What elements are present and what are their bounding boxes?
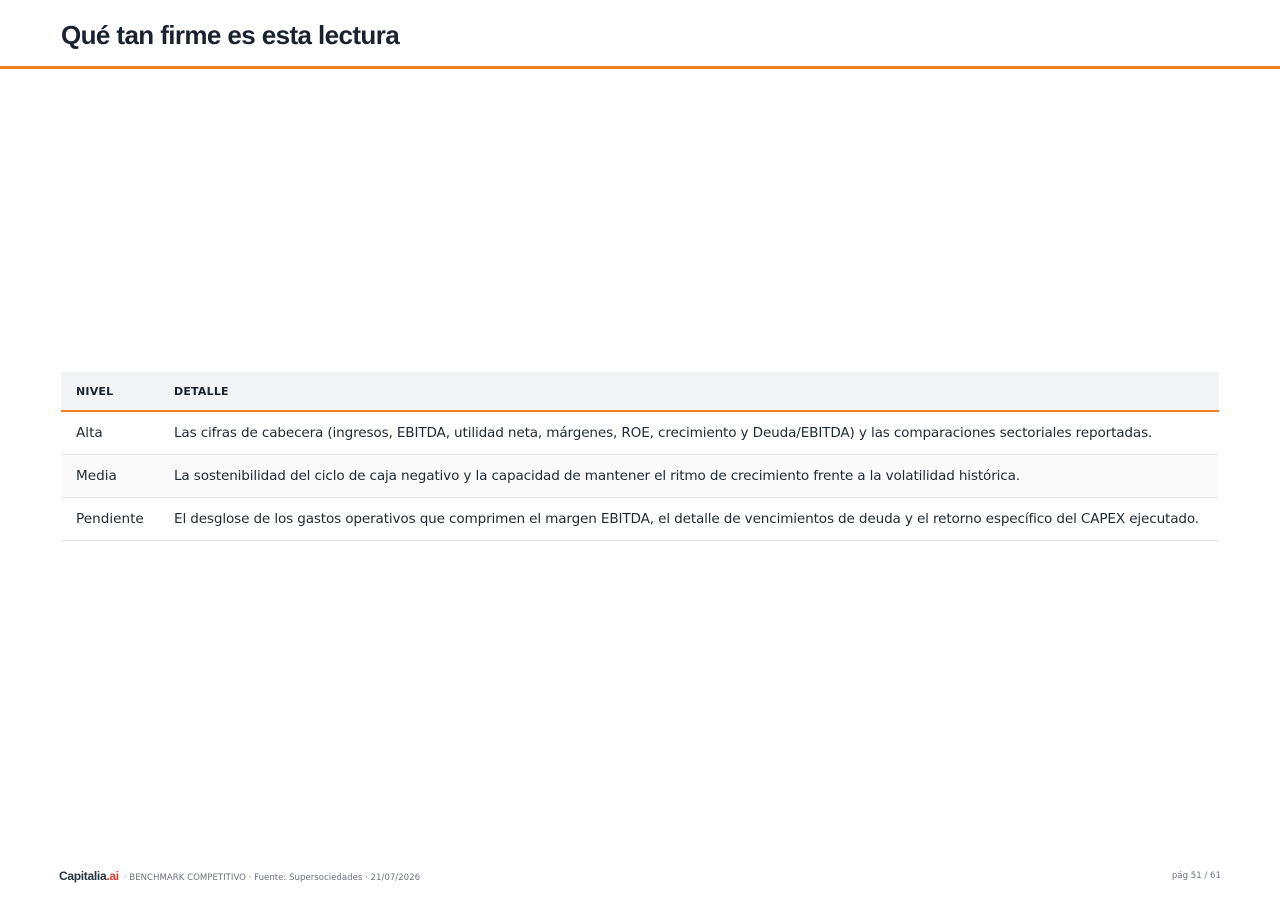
row-nivel-cell: Alta [61, 411, 159, 455]
footer-left [59, 869, 420, 883]
confidence-table-container [61, 372, 1219, 541]
row-detalle-cell: Las cifras de cabecera (ingresos, EBITDA, utilidad neta, márgenes, ROE, crecimiento y Deuda/EBITDA) y las comparaciones sectoriales reportadas. [159, 411, 1219, 455]
page-header [0, 0, 1280, 69]
table-row [61, 498, 1219, 541]
table-header-row [61, 372, 1219, 411]
table-row [61, 411, 1219, 455]
logo-accent-text: .ai [106, 869, 119, 883]
logo-text: Capitalia [59, 869, 107, 883]
page-title: Qué tan firme es esta lectura [61, 20, 400, 50]
row-nivel-cell: Pendiente [61, 498, 159, 541]
confidence-table [61, 372, 1219, 541]
footer-meta: · BENCHMARK COMPETITIVO · Fuente: Supersociedades · 21/07/2026 [123, 873, 421, 883]
row-nivel-cell: Media [61, 455, 159, 498]
brand-logo [59, 869, 119, 883]
column-header-nivel: NIVEL [61, 372, 159, 411]
row-detalle-cell: El desglose de los gastos operativos que comprimen el margen EBITDA, el detalle de vencimientos de deuda y el retorno específico del CAPEX ejecutado. [159, 498, 1219, 541]
page-number: pág 51 / 61 [1171, 871, 1221, 881]
page-footer [59, 869, 1221, 885]
row-detalle-cell: La sostenibilidad del ciclo de caja negativo y la capacidad de mantener el ritmo de crecimiento frente a la volatilidad histórica. [159, 455, 1219, 498]
column-header-detalle: DETALLE [159, 372, 1219, 411]
table-row [61, 455, 1219, 498]
